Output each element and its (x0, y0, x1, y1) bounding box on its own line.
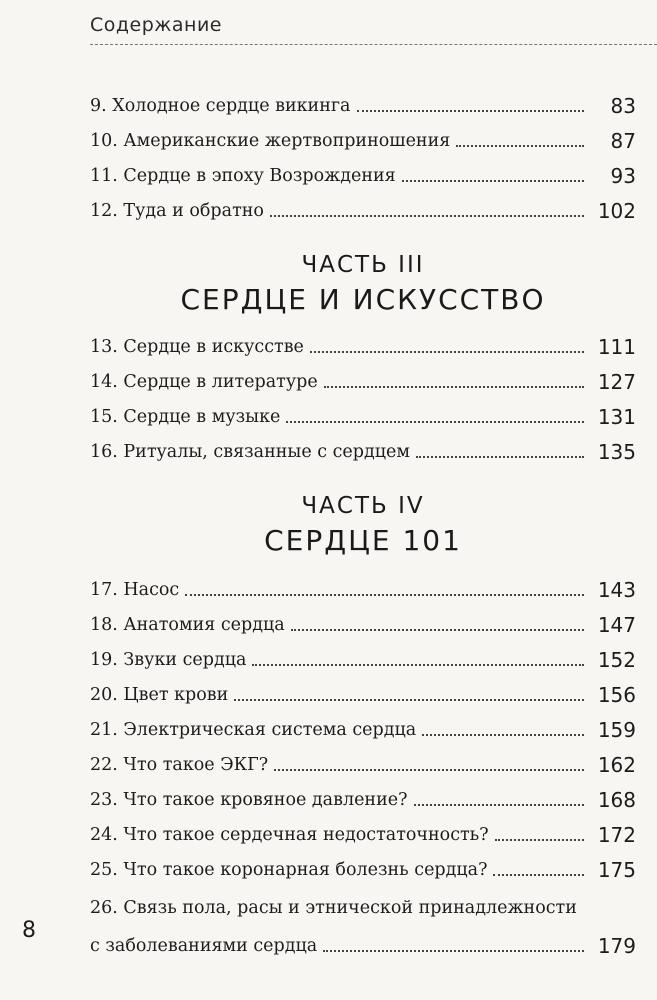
entry-title: 24. Что такое сердечная недостаточность? (90, 824, 493, 846)
running-head: Содержание (90, 14, 222, 36)
part-heading-4 (90, 491, 636, 561)
entry-page: 83 (610, 94, 636, 118)
toc-entry[interactable] (90, 846, 636, 881)
part-label: ЧАСТЬ IV (301, 493, 425, 519)
toc-group-3 (90, 566, 636, 957)
dot-leader (310, 351, 584, 353)
dot-leader (185, 594, 584, 596)
toc-group-1 (90, 82, 636, 222)
toc-entry[interactable] (90, 393, 636, 428)
toc-entry[interactable] (90, 428, 636, 463)
entry-page: 87 (610, 129, 636, 153)
part-label: ЧАСТЬ III (301, 252, 425, 278)
dot-leader (357, 110, 585, 112)
dot-leader (495, 839, 584, 841)
entry-title-line1: 26. Связь пола, расы и этнической принадлежности (90, 898, 577, 918)
entry-title: 23. Что такое кровяное давление? (90, 789, 412, 811)
toc-entry[interactable] (90, 601, 636, 636)
entry-page: 93 (610, 164, 636, 188)
entry-title: 21. Электрическая система сердца (90, 719, 420, 741)
entry-page: 175 (597, 858, 636, 882)
dot-leader (270, 215, 584, 217)
toc-entry[interactable] (90, 811, 636, 846)
toc-entry[interactable] (90, 671, 636, 706)
dot-leader (493, 874, 584, 876)
entry-title: 15. Сердце в музыке (90, 406, 284, 428)
entry-page: 179 (597, 934, 636, 958)
toc-entry[interactable] (90, 82, 636, 117)
toc-entry[interactable] (90, 776, 636, 811)
dot-leader (324, 386, 584, 388)
toc-entry[interactable] (90, 741, 636, 776)
entry-page: 159 (597, 718, 636, 742)
entry-page: 152 (597, 648, 636, 672)
entry-page: 135 (597, 440, 636, 464)
entry-page: 111 (597, 335, 636, 359)
entry-page: 102 (597, 199, 636, 223)
entry-page: 143 (597, 578, 636, 602)
part-heading-3 (90, 250, 636, 320)
entry-page: 172 (597, 823, 636, 847)
toc-entry[interactable] (90, 881, 636, 957)
toc-group-2 (90, 323, 636, 463)
dot-leader (416, 456, 584, 458)
toc-entry[interactable] (90, 152, 636, 187)
toc-entry[interactable] (90, 358, 636, 393)
dot-leader (323, 950, 584, 952)
entry-title: 9. Холодное сердце викинга (90, 95, 355, 117)
entry-title-line2: с заболеваниями сердца (90, 935, 321, 957)
entry-title: 11. Сердце в эпоху Возрождения (90, 165, 400, 187)
entry-page: 162 (597, 753, 636, 777)
dot-leader (291, 629, 584, 631)
page-number: 8 (22, 918, 36, 943)
entry-page: 127 (597, 370, 636, 394)
entry-title: 14. Сердце в литературе (90, 371, 322, 393)
dot-leader (414, 804, 585, 806)
dot-leader (234, 699, 584, 701)
dot-leader (286, 421, 584, 423)
part-title: СЕРДЦЕ 101 (264, 524, 462, 557)
dot-leader (422, 734, 584, 736)
entry-title: 25. Что такое коронарная болезнь сердца? (90, 859, 491, 881)
entry-page: 156 (597, 683, 636, 707)
entry-title: 12. Туда и обратно (90, 200, 268, 222)
dot-leader (456, 145, 584, 147)
header-rule (90, 44, 657, 45)
toc-entry[interactable] (90, 636, 636, 671)
entry-title: 22. Что такое ЭКГ? (90, 754, 272, 776)
toc-entry[interactable] (90, 323, 636, 358)
part-title: СЕРДЦЕ И ИСКУССТВО (180, 283, 546, 316)
entry-page: 131 (597, 405, 636, 429)
toc-entry[interactable] (90, 117, 636, 152)
entry-title: 13. Сердце в искусстве (90, 336, 308, 358)
entry-title: 19. Звуки сердца (90, 649, 250, 671)
toc-entry[interactable] (90, 187, 636, 222)
dot-leader (274, 769, 584, 771)
toc-entry[interactable] (90, 566, 636, 601)
entry-page: 147 (597, 613, 636, 637)
dot-leader (252, 664, 584, 666)
dot-leader (402, 180, 584, 182)
entry-title: 10. Американские жертвоприношения (90, 130, 454, 152)
entry-title: 16. Ритуалы, связанные с сердцем (90, 441, 414, 463)
entry-title: 20. Цвет крови (90, 684, 232, 706)
entry-title: 18. Анатомия сердца (90, 614, 289, 636)
entry-title: 17. Насос (90, 579, 183, 601)
toc-entry[interactable] (90, 706, 636, 741)
entry-page: 168 (597, 788, 636, 812)
